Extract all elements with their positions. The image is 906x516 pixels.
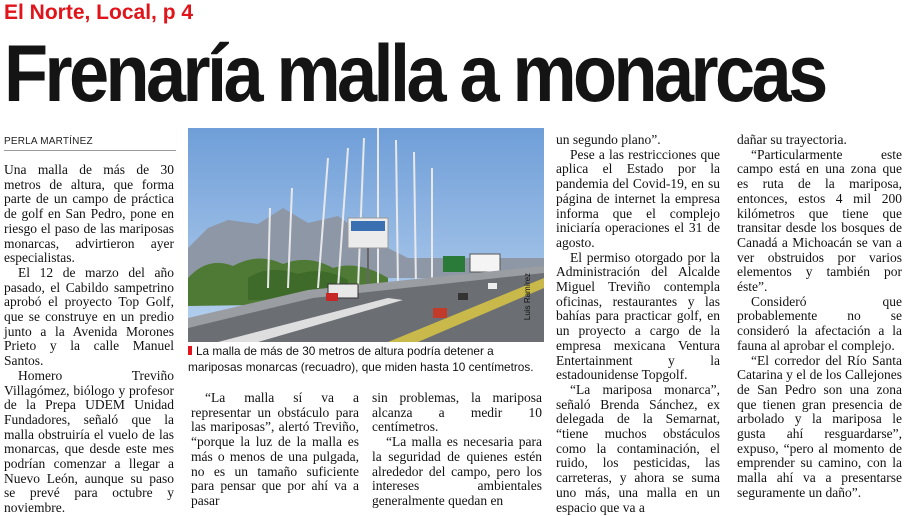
headline: Frenaría malla a monarcas: [4, 29, 825, 119]
article-column-1: [4, 163, 174, 516]
article-column-4: [556, 133, 720, 515]
paragraph: sin problemas, la mariposa alcanza a medir 10 centímetros.: [372, 390, 542, 435]
paragraph: “Particularmente este campo está en una zona que es ruta de la mariposa, entonces, estos 4 mil 200 kilómetros que tiene que transitar desde los bosques de Canadá a Michoacán se van a ver obstruidos por varios elementos y también por éste”.: [737, 146, 902, 295]
paragraph: Pese a las restricciones que aplica el Estado por la pandemia del Covid-19, en su página de internet la empresa informa que el complejo iniciaría operaciones el 31 de agosto.: [556, 146, 720, 250]
article-column-5: [737, 133, 902, 501]
paragraph: Consideró que probablemente no se consideró la afectación a la fauna al aprobar el complejo.: [737, 293, 902, 353]
article-column-2: [191, 391, 359, 509]
paragraph: El permiso otorgado por la Administración del Alcalde Miguel Treviño contempla oficinas, restaurantes y las bahías para practicar golf, en un proyecto a cargo de la empresa mexicana Ventura Entertainment y la estadounidense Topgolf.: [556, 249, 720, 383]
paragraph: Una malla de más de 30 metros de altura, que forma parte de un campo de práctica de golf en San Pedro, pone en riesgo el paso de las mariposas monarcas, advirtieron ayer especialistas.: [4, 162, 174, 266]
paragraph: “La malla es necesaria para la seguridad de quienes estén alrededor del campo, pero los intereses ambientales generalmente quedan en: [372, 434, 542, 508]
byline-rule: [4, 150, 176, 151]
paragraph: un segundo plano”.: [556, 132, 661, 147]
caption-marker: [188, 346, 192, 355]
paragraph: Homero Treviño Villagómez, biólogo y profesor de la Prepa UDEM Unidad Fundadores, señaló que la malla obstruiría el vuelo de las monarcas, que desde este mes podrían comenzar a llegar a Nuevo León, aunque su paso se prevé para octubre y noviembre.: [4, 367, 174, 516]
news-photo: [188, 128, 544, 342]
paragraph: “La malla sí va a representar un obstáculo para las mariposas”, alertó Treviño, “porque la luz de la malla es más o menos de una pulgada, no es un tamaño suficiente para pensar que por ahí va a pasar: [191, 390, 359, 508]
article-column-3: [372, 391, 542, 509]
paragraph: El 12 de marzo del año pasado, el Cabildo sampetrino aprobó el proyecto Top Golf, que se construye en un predio junto a la Avenida Morones Prieto y la calle Manuel Santos.: [4, 264, 174, 369]
section-kicker: El Norte, Local, p 4: [4, 1, 194, 24]
paragraph: dañar su trayectoria.: [737, 132, 847, 147]
paragraph: “La mariposa monarca”, señaló Brenda Sánchez, ex delegada de la Semarnat, “tiene muchos obstáculos como la contaminación, el ruido, los pesticidas, las carreteras, y ahora se suma uno más, una malla en un espacio que va a: [556, 381, 720, 515]
paragraph: “El corredor del Río Santa Catarina y el de los Callejones de San Pedro son una zona que tienen gran presencia de arbolado y la mariposa le gusta ahí resguardarse”, expuso, “pero al momento de emprender su camino, con la malla ahí va a presentarse seguramente un daño”.: [737, 352, 902, 500]
photo-credit: Luis Ramírez: [523, 272, 533, 321]
highway-golf-net-photo: [188, 128, 544, 342]
byline: PERLA MARTÍNEZ: [4, 136, 93, 147]
photo-caption: La malla de más de 30 metros de altura podría detener a mariposas monarcas (recuadro), que miden hasta 10 centímetros.: [188, 344, 534, 374]
